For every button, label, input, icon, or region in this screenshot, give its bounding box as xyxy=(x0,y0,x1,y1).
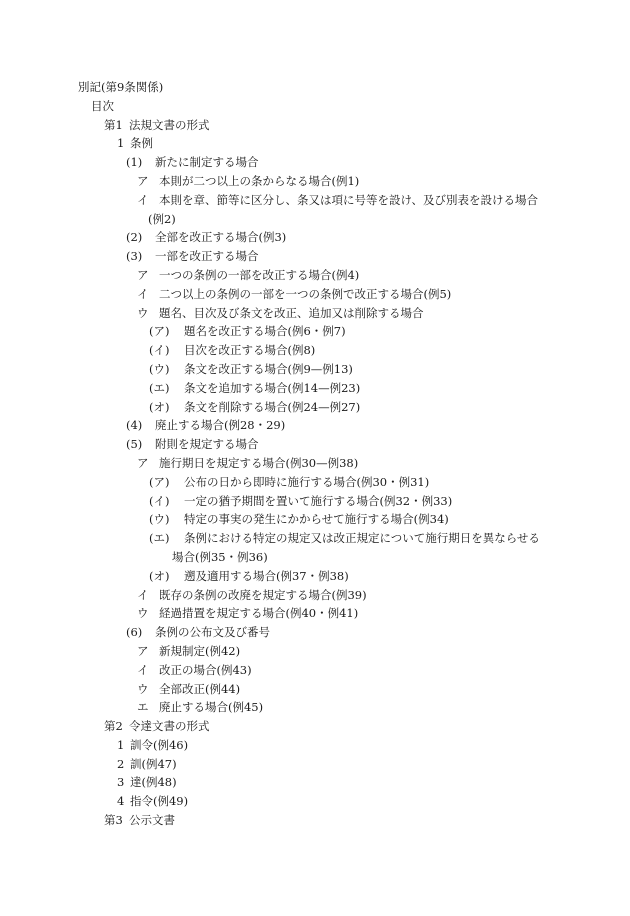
outline-number: (イ) xyxy=(149,343,170,358)
outline-text: 題名、目次及び条文を改正、追加又は削除する場合 xyxy=(159,305,424,320)
outline-number: 4 xyxy=(117,794,125,809)
outline-number: (5) xyxy=(126,437,143,452)
outline-number: イ xyxy=(137,286,149,301)
outline-line xyxy=(0,341,630,360)
outline-text: 条例の公布文及び番号 xyxy=(155,625,270,640)
outline-line xyxy=(0,116,630,135)
outline-number: ア xyxy=(137,267,149,282)
outline-line xyxy=(0,492,630,511)
outline-text: 全部を改正する場合(例3) xyxy=(155,230,287,245)
outline-line xyxy=(0,153,630,172)
outline-line xyxy=(0,285,630,304)
outline-text: 訓(例47) xyxy=(130,756,177,771)
outline-number: 第2 xyxy=(104,719,123,734)
outline-line xyxy=(0,210,630,229)
outline-text: 条例 xyxy=(130,136,153,151)
outline-number: (3) xyxy=(126,249,143,264)
outline-text: 新たに制定する場合 xyxy=(155,155,259,170)
outline-number: (イ) xyxy=(149,493,170,508)
outline-text: 条文を追加する場合(例14—例23) xyxy=(184,380,361,395)
outline-number: (ウ) xyxy=(149,361,170,376)
outline-line xyxy=(0,191,630,210)
outline-line xyxy=(0,736,630,755)
outline-line xyxy=(0,322,630,341)
outline-text: 二つ以上の条例の一部を一つの条例で改正する場合(例5) xyxy=(159,286,452,301)
outline-number: イ xyxy=(137,662,149,677)
outline-line xyxy=(0,304,630,323)
outline-text: 経過措置を規定する場合(例40・例41) xyxy=(159,606,359,621)
outline-number: (ウ) xyxy=(149,512,170,527)
outline-number: 2 xyxy=(117,756,125,771)
outline-number: (6) xyxy=(126,625,143,640)
outline-line xyxy=(0,548,630,567)
outline-text: 法規文書の形式 xyxy=(129,117,210,132)
outline-text: 廃止する場合(例28・29) xyxy=(155,418,286,433)
outline-number: ウ xyxy=(137,606,149,621)
outline-text: 附則を規定する場合 xyxy=(155,437,259,452)
outline-text: 公示文書 xyxy=(129,813,175,828)
outline-number: 第3 xyxy=(104,813,123,828)
outline-number: (エ) xyxy=(149,531,170,546)
outline-line xyxy=(0,360,630,379)
outline-text: 訓令(例46) xyxy=(130,737,189,752)
outline-number: イ xyxy=(137,587,149,602)
outline-line xyxy=(0,78,630,97)
outline-text: 条例における特定の規定又は改正規定について施行期日を異ならせる xyxy=(184,531,540,546)
outline-text: 目次 xyxy=(91,98,114,113)
outline-text: 既存の条例の改廃を規定する場合(例39) xyxy=(159,587,367,602)
outline-line xyxy=(0,97,630,116)
outline-text: 本則が二つ以上の条からなる場合(例1) xyxy=(159,173,360,188)
outline-number: ア xyxy=(137,643,149,658)
outline-text: 一つの条例の一部を改正する場合(例4) xyxy=(159,267,360,282)
outline-number: (ア) xyxy=(149,324,170,339)
outline-text: 特定の事実の発生にかからせて施行する場合(例34) xyxy=(184,512,449,527)
outline-text: 廃止する場合(例45) xyxy=(159,700,264,715)
outline-line xyxy=(0,586,630,605)
outline-number: (2) xyxy=(126,230,143,245)
outline-text: 一部を改正する場合 xyxy=(155,249,259,264)
outline-number: 1 xyxy=(117,737,125,752)
outline-line xyxy=(0,416,630,435)
outline-number: ウ xyxy=(137,681,149,696)
outline-line xyxy=(0,755,630,774)
outline-text: 別記(第9条関係) xyxy=(78,80,164,94)
outline-line xyxy=(0,642,630,661)
outline-text: 達(例48) xyxy=(130,775,177,790)
outline-number: (エ) xyxy=(149,380,170,395)
outline-text: 施行期日を規定する場合(例30—例38) xyxy=(159,455,359,470)
outline-number: ア xyxy=(137,455,149,470)
outline-line xyxy=(0,529,630,548)
outline-text: 一定の猶予期間を置いて施行する場合(例32・例33) xyxy=(184,493,453,508)
outline-number: (オ) xyxy=(149,568,170,583)
outline-line xyxy=(0,698,630,717)
outline-line xyxy=(0,510,630,529)
outline-number: (1) xyxy=(126,155,143,170)
document-outline xyxy=(0,78,630,830)
outline-text: (例2) xyxy=(148,211,176,226)
outline-number: エ xyxy=(137,700,149,715)
outline-number: (ア) xyxy=(149,474,170,489)
outline-text: 題名を改正する場合(例6・例7) xyxy=(184,324,346,339)
outline-line xyxy=(0,435,630,454)
outline-line xyxy=(0,172,630,191)
outline-line xyxy=(0,398,630,417)
outline-text: 全部改正(例44) xyxy=(159,681,241,696)
outline-line xyxy=(0,247,630,266)
outline-text: 本則を章、節等に区分し、条又は項に号等を設け、及び別表を設ける場合 xyxy=(159,192,539,207)
outline-number: ウ xyxy=(137,305,149,320)
outline-text: 新規制定(例42) xyxy=(159,643,241,658)
outline-number: ア xyxy=(137,173,149,188)
outline-number: イ xyxy=(137,192,149,207)
outline-text: 改正の場合(例43) xyxy=(159,662,252,677)
outline-line xyxy=(0,623,630,642)
outline-text: 目次を改正する場合(例8) xyxy=(184,343,316,358)
outline-line xyxy=(0,454,630,473)
outline-line xyxy=(0,567,630,586)
outline-line xyxy=(0,811,630,830)
outline-line xyxy=(0,228,630,247)
outline-number: 第1 xyxy=(104,117,123,132)
outline-line xyxy=(0,792,630,811)
outline-number: 3 xyxy=(117,775,125,790)
outline-line xyxy=(0,473,630,492)
outline-text: 公布の日から即時に施行する場合(例30・例31) xyxy=(184,474,430,489)
outline-text: 指令(例49) xyxy=(130,794,189,809)
outline-text: 条文を改正する場合(例9—例13) xyxy=(184,361,353,376)
outline-text: 条文を削除する場合(例24—例27) xyxy=(184,399,361,414)
outline-line xyxy=(0,661,630,680)
outline-line xyxy=(0,266,630,285)
outline-text: 場合(例35・例36) xyxy=(172,549,268,564)
outline-line xyxy=(0,604,630,623)
outline-line xyxy=(0,134,630,153)
outline-line xyxy=(0,773,630,792)
outline-text: 令達文書の形式 xyxy=(129,719,210,734)
outline-number: (4) xyxy=(126,418,143,433)
outline-number: (オ) xyxy=(149,399,170,414)
outline-line xyxy=(0,379,630,398)
outline-line xyxy=(0,717,630,736)
outline-line xyxy=(0,680,630,699)
outline-text: 遡及適用する場合(例37・例38) xyxy=(184,568,349,583)
outline-number: 1 xyxy=(117,136,125,151)
